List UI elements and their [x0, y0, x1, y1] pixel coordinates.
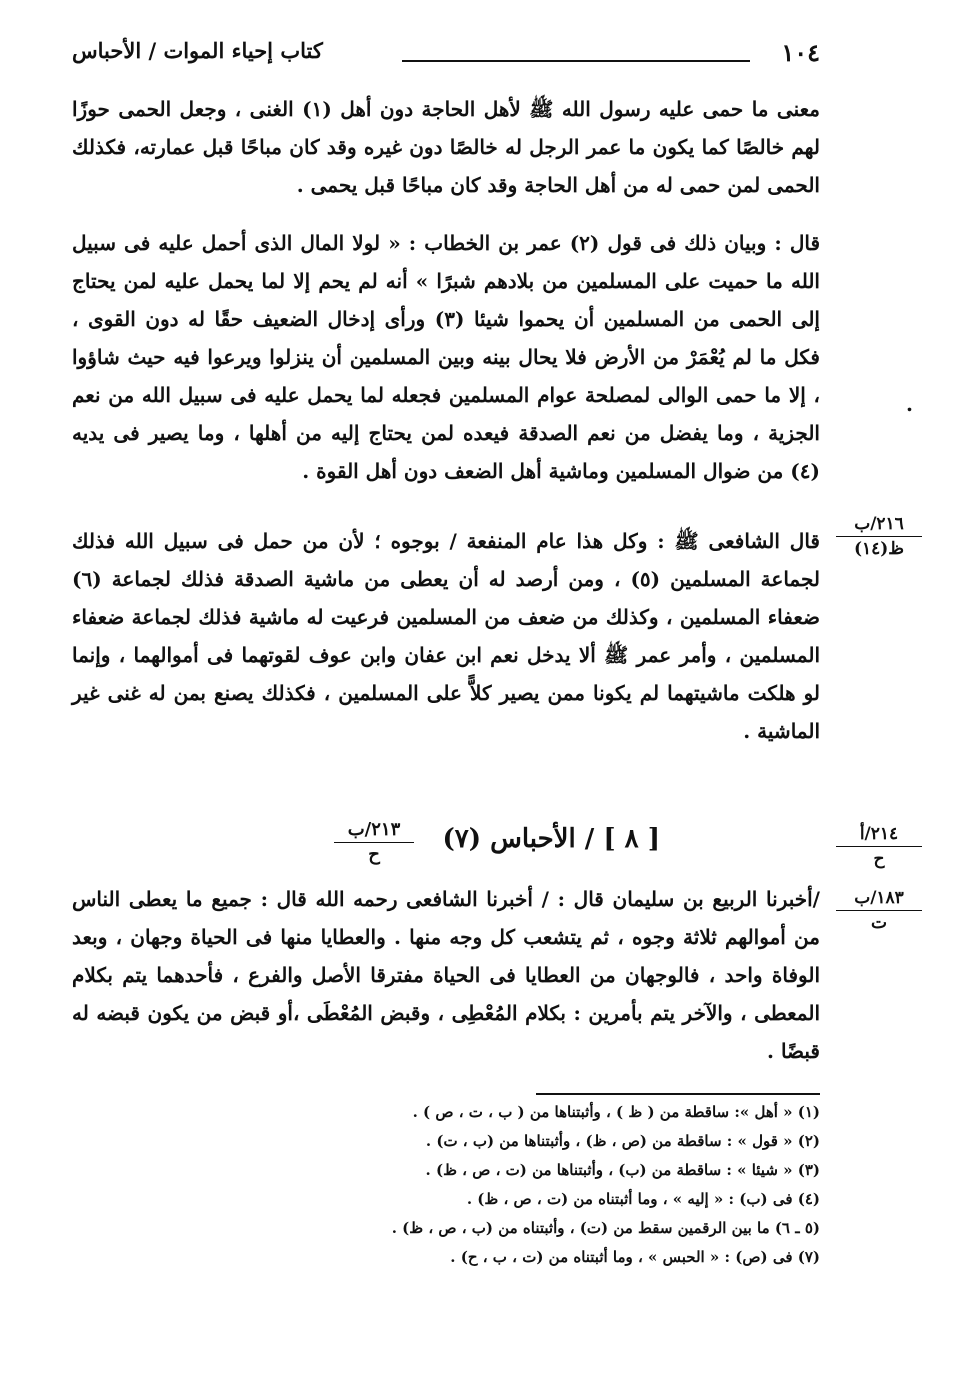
margin-dot: . [906, 392, 913, 416]
margin-folio-number: ١٨٣/ب [836, 886, 922, 911]
header-rule [402, 60, 750, 62]
paragraph-1: معنى ما حمى عليه رسول الله ﷺ لأهل الحاجة دون أهل (١) الغنى ، وجعل الحمى حوزًا لهم خالصًا كما يكون ما عمر الرجل له خالصًا دون غيره وقد كان مباحًا قبل عمارته، فكذلك الحمى لمن حمى له من أهل الحاجة وقد كان مباحًا قبل يحمى . [72, 97, 820, 197]
footnotes [200, 1098, 820, 1272]
paragraph-4: /أخبرنا الربيع بن سليمان قال : / أخبرنا الشافعى رحمه الله قال : جميع ما يعطى الناس من أموالهم ثلاثة وجوه ، ثم يتشعب كل وجه منها . والعطايا منها فى الحياة وجهان ، وبعد الوفاة واحد ، فالوجهان من العطايا فى الحياة مفترقا الأصل والفرع ، فأحدهما يتم بكلام المعطى ، والآخر يتم بأمرين : بكلام المُعْطِى ، وقبض المُعْطَى ،أو قبض من يكون قبضه له قبضًا . [72, 887, 820, 1063]
margin-folio-number: ٢١٦/ب [836, 512, 922, 537]
footnote: (٣) « شيئا » : ساقطة من (ب) ، وأثبتناها من (ت ، ص ، ظ) . [425, 1161, 820, 1179]
section-title: [ ٨ ] / الأحباس (٧) [442, 824, 660, 854]
footnote-rule [536, 1093, 820, 1095]
margin-folio-number: ٢١٤/أ [836, 822, 922, 847]
margin-folio-manuscript: ح [873, 849, 885, 869]
page-header [72, 38, 820, 78]
margin-folio-manuscript: ت [870, 913, 887, 933]
section-folio-ref [334, 818, 414, 867]
margin-folio-note [836, 512, 922, 561]
section-heading [330, 818, 660, 878]
paragraph-3: قال الشافعى ﷺ : وكل هذا عام المنفعة / بوجوه ؛ لأن من حمل فى سبيل الله فذلك لجماعة المسلمين (٥) ، ومن أرصد له أن يعطى من ماشية الصدقة فذلك لجماعة (٦) ضعفاء المسلمين ، وكذلك من ضعف من المسلمين فرعيت له ماشية فذلك لجماعة ضعفاء المسلمين ، وأمر عمر ﷺ ألا يدخل نعم ابن عفان وابن عوف لقوتهما فى أموالهما ، وإنما لو هلكت ماشيتهما لم يكونا ممن يصير كلاًّ على المسلمين ، فكذلك يصنع بمن له غنى غير الماشية . [72, 529, 821, 743]
section-folio-number: ٢١٣/ب [334, 818, 414, 843]
paragraph-2: قال : وبيان ذلك فى قول (٢) عمر بن الخطاب : « لولا المال الذى أحمل عليه فى سبيل الله ما حميت على المسلمين من بلادهم شبرًا » أنه لم يحم إلا لما يحمل عليه لمن يحتاج إلى الحمى من المسلمين أن يحموا شيئا (٣) ورأى إدخال الضعيف حقًا له دون القوى ، فكل ما لم يُعْمَرْ من الأرض فلا يحال بينه وبين المسلمين أن ينزلوا ويرعوا فيه حيث شاؤوا ، إلا ما حمى الوالى لمصلحة عوام المسلمين فجعله لما يحمل عليه فى سبيل الله من نعم الجزية ، وما يفضل من نعم الصدقة فيعده لمن يحتاج إليه من أهلها ، وما يصير فى يديه (٤) من ضوال المسلمين وماشية أهل الضعف دون أهل القوة . [72, 231, 820, 483]
footnote: (٧) فى (ص) : « الحبس » ، وما أثبتناه من (ت ، ب ، ح) . [450, 1248, 820, 1266]
footnote: (١) « أهل »: ساقطة من ( ظ ) ، وأثبتناها من ( ب ، ت ، ص ) . [412, 1103, 820, 1121]
footnote: (٥ ـ ٦) ما بين الرقمين سقط من (ت) ، وأثبتناه من (ب ، ص ، ظ) . [391, 1219, 820, 1237]
page-number: ١٠٤ [781, 38, 820, 67]
footnote: (٤) فى (ب) : « إليه » ، وما أثبتناه من (ت ، ص ، ظ) . [466, 1190, 820, 1208]
margin-folio-note [836, 886, 922, 935]
footnote: (٢) « قول » : ساقطة من (ص ، ظ) ، وأثبتناها من (ب ، ت) . [425, 1132, 820, 1150]
margin-folio-manuscript: ظ(١٤) [853, 539, 905, 559]
margin-folio-note [836, 822, 922, 871]
section-folio-manuscript: ح [368, 844, 380, 865]
running-title: كتاب إحياء الموات / الأحباس [72, 38, 323, 63]
